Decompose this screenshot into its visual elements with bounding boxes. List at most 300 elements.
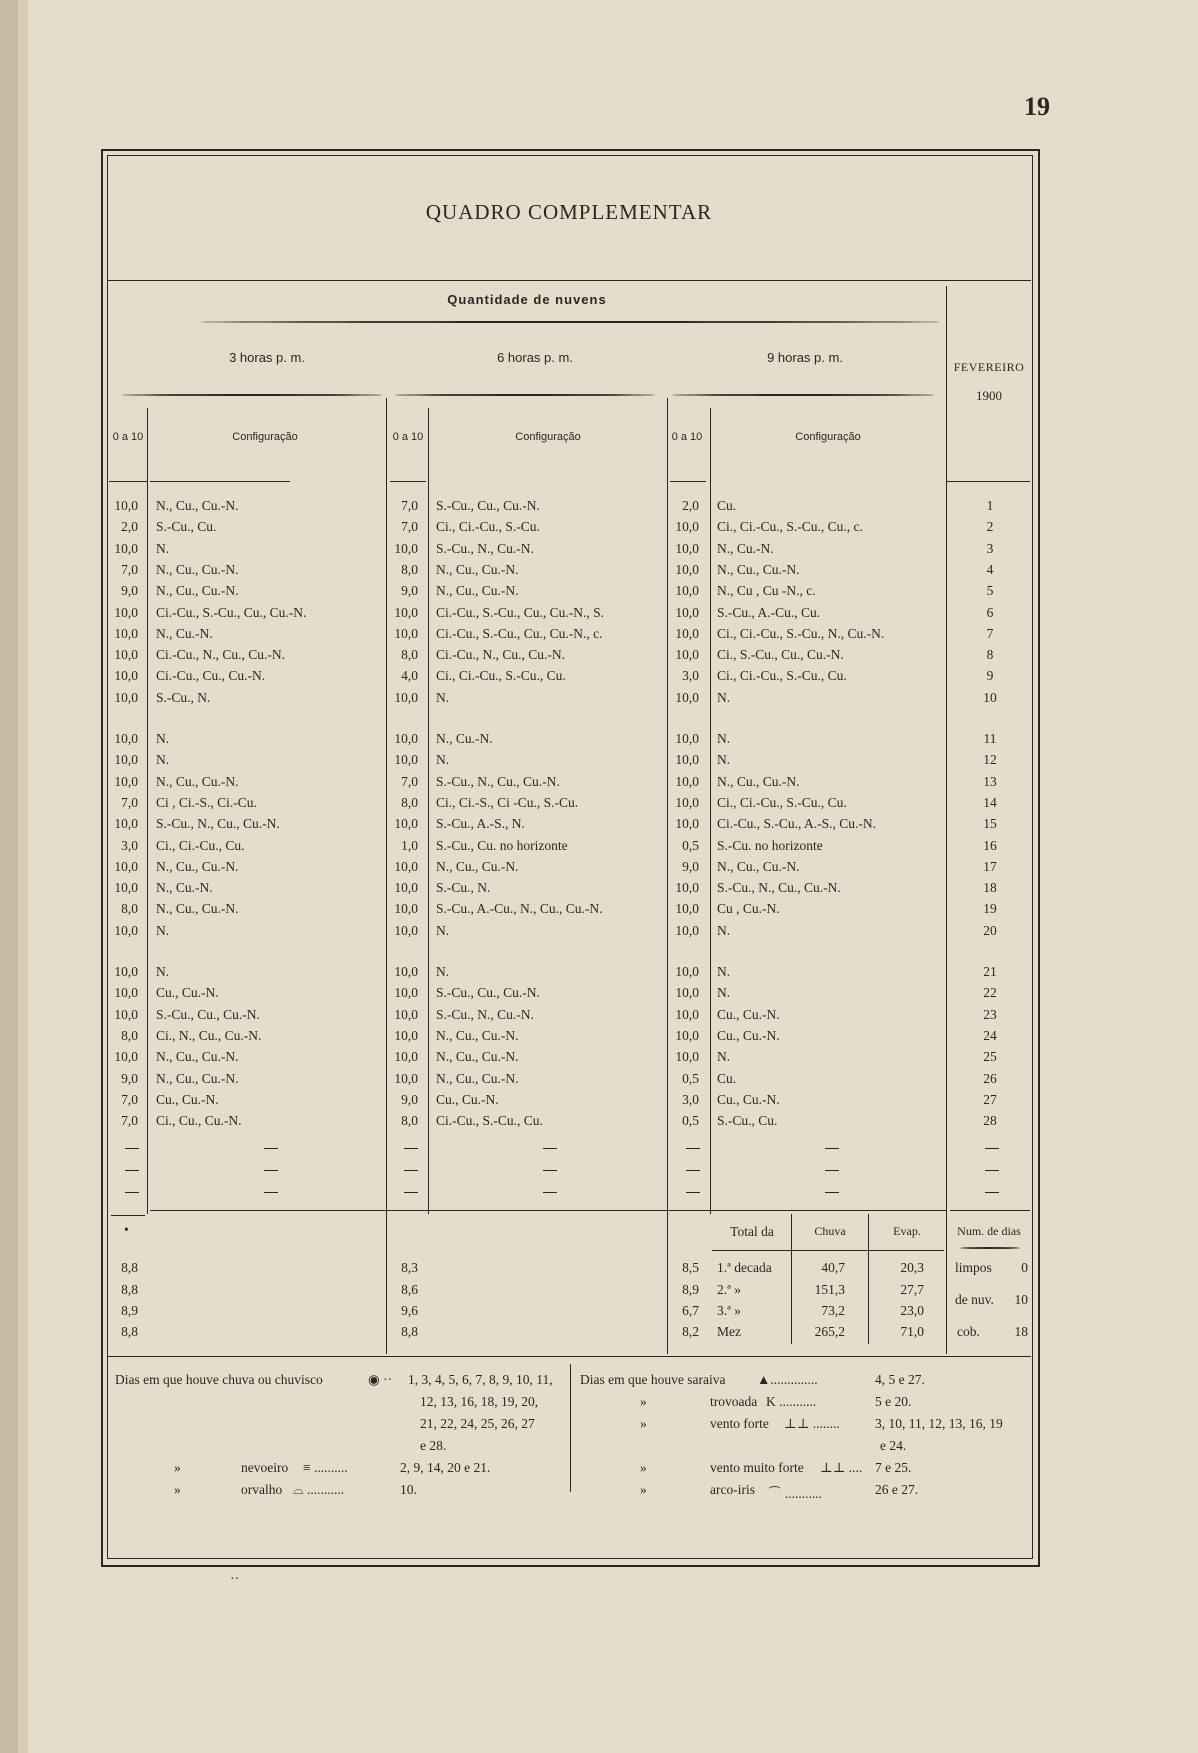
config-6pm: S.-Cu., A.-S., N. bbox=[436, 816, 525, 832]
config-6pm: N., Cu., Cu.-N. bbox=[436, 561, 519, 577]
table-row bbox=[0, 921, 1198, 941]
config-3pm: N. bbox=[156, 540, 170, 556]
config-6pm: S.-Cu., A.-Cu., N., Cu., Cu.-N. bbox=[436, 901, 603, 917]
header-rule bbox=[390, 481, 426, 482]
day-number: 7 bbox=[986, 625, 994, 641]
config-6pm: Ci.-Cu., S.-Cu., Cu., Cu.-N., S. bbox=[436, 604, 605, 620]
mean-3pm: 8,8 bbox=[121, 1282, 138, 1297]
config-9pm: N. bbox=[717, 964, 731, 979]
config-9pm: Ci., Ci.-Cu., S.-Cu., Cu., c. bbox=[717, 519, 863, 535]
cloud-amount-3pm: 10,0 bbox=[114, 625, 138, 641]
cloud-amount-9pm: 10,0 bbox=[675, 1006, 699, 1022]
config-6pm: S.-Cu., N. bbox=[436, 880, 491, 896]
mean-3pm: 8,8 bbox=[121, 1260, 138, 1275]
empty-dash bbox=[543, 1148, 557, 1149]
table-row bbox=[0, 899, 1198, 919]
cloud-amount-3pm: 10,0 bbox=[114, 964, 138, 979]
cloud-amount-6pm: 10,0 bbox=[394, 1006, 418, 1022]
section-swash bbox=[200, 321, 940, 323]
note-orvalho-days: 10. bbox=[400, 1482, 417, 1497]
totals-label: 3.ª » bbox=[717, 1303, 741, 1318]
cloud-amount-6pm: 8,0 bbox=[401, 794, 418, 810]
table-row bbox=[0, 983, 1198, 1003]
config-9pm: Ci., S.-Cu., Cu., Cu.-N. bbox=[717, 647, 844, 663]
cloud-amount-6pm: 9,0 bbox=[401, 583, 418, 599]
config-3pm: Cu., Cu.-N. bbox=[156, 985, 219, 1001]
config-3pm: N. bbox=[156, 731, 170, 746]
empty-dash bbox=[985, 1148, 999, 1149]
config-9pm: Ci.-Cu., S.-Cu., A.-S., Cu.-N. bbox=[717, 816, 877, 832]
config-9pm: N. bbox=[717, 1049, 731, 1065]
empty-dash bbox=[686, 1148, 700, 1149]
empty-dash bbox=[125, 1148, 139, 1149]
table-row bbox=[0, 793, 1198, 813]
cloud-amount-3pm: 7,0 bbox=[121, 1113, 138, 1129]
config-6pm: N., Cu.-N. bbox=[436, 731, 493, 746]
cloud-amount-6pm: 7,0 bbox=[401, 498, 418, 513]
cloud-amount-3pm: 8,0 bbox=[121, 901, 138, 917]
empty-dash bbox=[825, 1148, 839, 1149]
empty-dash bbox=[543, 1170, 557, 1171]
config-3pm: N., Cu., Cu.-N. bbox=[156, 773, 239, 789]
day-number: 16 bbox=[983, 837, 997, 853]
cloud-amount-6pm: 10,0 bbox=[394, 985, 418, 1001]
config-9pm: N., Cu., Cu.-N. bbox=[717, 773, 800, 789]
day-number: 14 bbox=[983, 794, 997, 810]
table-title: QUADRO COMPLEMENTAR bbox=[425, 200, 713, 224]
cloud-amount-9pm: 3,0 bbox=[682, 1091, 699, 1107]
cloud-amount-9pm: 10,0 bbox=[675, 519, 699, 535]
day-number: 5 bbox=[986, 583, 994, 599]
empty-dash bbox=[264, 1170, 278, 1171]
cloud-amount-9pm: 10,0 bbox=[675, 689, 699, 705]
day-number: 20 bbox=[983, 922, 997, 938]
stray-marks: ·· bbox=[230, 1572, 240, 1587]
config-3pm: S.-Cu., Cu., Cu.-N. bbox=[156, 1006, 260, 1022]
totals-evap: 20,3 bbox=[900, 1260, 924, 1275]
notes-divider bbox=[570, 1364, 571, 1492]
empty-dash bbox=[125, 1192, 139, 1193]
cloud-amount-3pm: 10,0 bbox=[114, 985, 138, 1001]
totals-col-line bbox=[868, 1214, 869, 1344]
config-3pm: N., Cu.-N. bbox=[156, 625, 213, 641]
cloud-amount-9pm: 9,0 bbox=[682, 858, 699, 874]
group-header-9pm: 9 horas p. m. bbox=[767, 350, 843, 365]
table-row bbox=[0, 772, 1198, 792]
config-6pm: N. bbox=[436, 689, 450, 705]
empty-dash bbox=[825, 1170, 839, 1171]
cloud-amount-6pm: 10,0 bbox=[394, 901, 418, 917]
col-scale-c: 0 a 10 bbox=[671, 431, 703, 443]
summary-rule bbox=[150, 1210, 946, 1211]
cloud-amount-6pm: 10,0 bbox=[394, 816, 418, 832]
fog-symbol-icon: ≡ .......... bbox=[303, 1460, 348, 1475]
totals-evap: 27,7 bbox=[900, 1282, 924, 1297]
cloud-amount-6pm: 10,0 bbox=[394, 540, 418, 556]
empty-dash bbox=[125, 1170, 139, 1171]
cloud-amount-9pm: 10,0 bbox=[675, 752, 699, 768]
cloud-amount-3pm: 10,0 bbox=[114, 773, 138, 789]
totals-header-rule bbox=[712, 1250, 944, 1251]
empty-dash bbox=[264, 1192, 278, 1193]
cloud-amount-9pm: 2,0 bbox=[682, 498, 699, 513]
cloud-amount-9pm: 10,0 bbox=[675, 773, 699, 789]
hail-symbol-icon: ▲.............. bbox=[757, 1372, 818, 1387]
note-arco-iris-days: 26 e 27. bbox=[875, 1482, 919, 1497]
config-6pm: N. bbox=[436, 964, 450, 979]
table-row bbox=[0, 560, 1198, 580]
note-vento-muito-forte-days: 7 e 25. bbox=[875, 1460, 912, 1475]
config-9pm: N. bbox=[717, 985, 731, 1001]
summary-rule bbox=[111, 1215, 145, 1216]
cloud-amount-6pm: 10,0 bbox=[394, 964, 418, 979]
config-6pm: Ci., Ci.-Cu., S.-Cu., Cu. bbox=[436, 668, 566, 684]
cloud-amount-6pm: 8,0 bbox=[401, 647, 418, 663]
totals-evap: 23,0 bbox=[900, 1303, 924, 1318]
table-row bbox=[0, 603, 1198, 623]
config-6pm: N. bbox=[436, 752, 450, 768]
note-trovoada-label: trovoada bbox=[710, 1394, 758, 1409]
config-6pm: S.-Cu., N., Cu.-N. bbox=[436, 540, 534, 556]
day-number: 9 bbox=[986, 668, 994, 684]
summary-rule bbox=[950, 1210, 1030, 1211]
config-9pm: N. bbox=[717, 922, 731, 938]
cloud-amount-9pm: 10,0 bbox=[675, 604, 699, 620]
config-9pm: N., Cu., Cu.-N. bbox=[717, 858, 800, 874]
totals-chuva: 40,7 bbox=[821, 1260, 845, 1275]
empty-dash bbox=[686, 1170, 700, 1171]
mean-3pm: 8,8 bbox=[121, 1324, 138, 1339]
config-9pm: S.-Cu., A.-Cu., Cu. bbox=[717, 604, 821, 620]
config-6pm: N. bbox=[436, 922, 450, 938]
totals-chuva: 265,2 bbox=[814, 1324, 845, 1339]
table-row bbox=[0, 1111, 1198, 1131]
day-number: 13 bbox=[983, 773, 997, 789]
cloud-amount-3pm: 7,0 bbox=[121, 561, 138, 577]
config-3pm: Cu., Cu.-N. bbox=[156, 1091, 219, 1107]
config-9pm: S.-Cu., Cu. bbox=[717, 1113, 778, 1129]
day-number: 17 bbox=[983, 858, 997, 874]
note-vento-forte-days-2: e 24. bbox=[880, 1438, 907, 1453]
cloud-amount-3pm: 3,0 bbox=[121, 837, 138, 853]
cloud-amount-9pm: 10,0 bbox=[675, 816, 699, 832]
note-chuva-days-3: 21, 22, 24, 25, 26, 27 bbox=[420, 1416, 535, 1431]
header-rule bbox=[109, 481, 147, 482]
config-6pm: Ci.-Cu., S.-Cu., Cu. bbox=[436, 1113, 543, 1129]
config-9pm: Cu. bbox=[717, 498, 737, 513]
table-row bbox=[0, 517, 1198, 537]
bullet-mark: • bbox=[124, 1222, 129, 1237]
config-9pm: Ci., Ci.-Cu., S.-Cu., N., Cu.-N. bbox=[717, 625, 885, 641]
table-row bbox=[0, 539, 1198, 559]
day-number: 12 bbox=[983, 752, 997, 768]
wind-symbol-icon: ⊥⊥ ........ bbox=[784, 1416, 840, 1431]
days-count-swash bbox=[960, 1247, 1020, 1249]
table-row bbox=[0, 857, 1198, 877]
config-6pm: N., Cu., Cu.-N. bbox=[436, 583, 519, 599]
cloud-amount-3pm: 10,0 bbox=[114, 752, 138, 768]
config-6pm: Cu., Cu.-N. bbox=[436, 1091, 499, 1107]
day-number: 28 bbox=[983, 1113, 997, 1129]
cloud-amount-9pm: 10,0 bbox=[675, 1049, 699, 1065]
days-limpos-value: 0 bbox=[1021, 1260, 1028, 1275]
cloud-amount-3pm: 10,0 bbox=[114, 1006, 138, 1022]
table-row bbox=[0, 836, 1198, 856]
totals-evap: 71,0 bbox=[900, 1324, 924, 1339]
config-6pm: S.-Cu., Cu. no horizonte bbox=[436, 837, 568, 853]
config-3pm: N., Cu., Cu.-N. bbox=[156, 1070, 239, 1086]
config-6pm: S.-Cu., Cu., Cu.-N. bbox=[436, 985, 540, 1001]
empty-dash bbox=[404, 1192, 418, 1193]
cloud-amount-6pm: 7,0 bbox=[401, 773, 418, 789]
table-row bbox=[0, 729, 1198, 749]
note-vento-muito-forte-label: vento muito forte bbox=[710, 1460, 804, 1475]
cloud-amount-6pm: 10,0 bbox=[394, 922, 418, 938]
day-number: 15 bbox=[983, 816, 997, 832]
config-9pm: N. bbox=[717, 752, 731, 768]
table-row bbox=[0, 878, 1198, 898]
config-6pm: N., Cu., Cu.-N. bbox=[436, 1049, 519, 1065]
day-number: 19 bbox=[983, 901, 997, 917]
config-6pm: Ci., Ci.-Cu., S.-Cu. bbox=[436, 519, 540, 535]
config-6pm: Ci.-Cu., S.-Cu., Cu., Cu.-N., c. bbox=[436, 625, 603, 641]
config-9pm: Cu , Cu.-N. bbox=[717, 901, 780, 917]
day-number: 25 bbox=[983, 1049, 997, 1065]
cloud-amount-3pm: 10,0 bbox=[114, 731, 138, 746]
cloud-amount-3pm: 10,0 bbox=[114, 604, 138, 620]
cloud-amount-9pm: 10,0 bbox=[675, 583, 699, 599]
totals-label: Mez bbox=[717, 1324, 741, 1339]
cloud-amount-9pm: 0,5 bbox=[682, 1070, 699, 1086]
day-number: 10 bbox=[983, 689, 997, 705]
day-number: 21 bbox=[983, 964, 997, 979]
cloud-amount-3pm: 7,0 bbox=[121, 794, 138, 810]
config-9pm: N., Cu , Cu -N., c. bbox=[717, 583, 816, 599]
col-scale-b: 0 a 10 bbox=[392, 431, 424, 443]
totals-header-total: Total da bbox=[730, 1224, 774, 1239]
cloud-amount-3pm: 7,0 bbox=[121, 1091, 138, 1107]
days-nuv-label: de nuv. bbox=[955, 1292, 994, 1307]
config-9pm: S.-Cu., N., Cu., Cu.-N. bbox=[717, 880, 841, 896]
config-9pm: N., Cu., Cu.-N. bbox=[717, 561, 800, 577]
note-saraiva-days: 4, 5 e 27. bbox=[875, 1372, 925, 1387]
config-6pm: S.-Cu., N., Cu.-N. bbox=[436, 1006, 534, 1022]
mean-9pm: 8,9 bbox=[682, 1282, 699, 1297]
cloud-amount-6pm: 10,0 bbox=[394, 1049, 418, 1065]
mean-9pm: 8,5 bbox=[682, 1260, 699, 1275]
config-3pm: Ci., Cu., Cu.-N. bbox=[156, 1113, 242, 1129]
config-3pm: N., Cu.-N. bbox=[156, 880, 213, 896]
totals-header-evap: Evap. bbox=[893, 1224, 921, 1238]
config-3pm: N., Cu., Cu.-N. bbox=[156, 561, 239, 577]
header-rule bbox=[946, 481, 1030, 482]
cloud-amount-9pm: 10,0 bbox=[675, 731, 699, 746]
config-9pm: Ci., Ci.-Cu., S.-Cu., Cu. bbox=[717, 668, 847, 684]
config-9pm: Cu., Cu.-N. bbox=[717, 1091, 780, 1107]
empty-dash bbox=[686, 1192, 700, 1193]
cloud-amount-3pm: 10,0 bbox=[114, 816, 138, 832]
group-swash-3 bbox=[672, 394, 934, 396]
cloud-amount-6pm: 10,0 bbox=[394, 1070, 418, 1086]
table-row bbox=[0, 688, 1198, 708]
days-nuv-value: 10 bbox=[1014, 1292, 1028, 1307]
table-row bbox=[0, 1069, 1198, 1089]
cloud-amount-6pm: 9,0 bbox=[401, 1091, 418, 1107]
title-rule bbox=[107, 280, 1031, 281]
config-6pm: N., Cu., Cu.-N. bbox=[436, 1027, 519, 1043]
cloud-amount-9pm: 10,0 bbox=[675, 794, 699, 810]
empty-dash bbox=[264, 1148, 278, 1149]
cloud-amount-9pm: 10,0 bbox=[675, 964, 699, 979]
empty-dash bbox=[404, 1148, 418, 1149]
days-count-header: Num. de dias bbox=[957, 1224, 1021, 1238]
config-6pm: S.-Cu., N., Cu., Cu.-N. bbox=[436, 773, 560, 789]
config-3pm: Ci., Ci.-Cu., Cu. bbox=[156, 837, 245, 853]
page-number: 19 bbox=[1024, 92, 1050, 121]
table-row bbox=[0, 624, 1198, 644]
config-6pm: Ci.-Cu., N., Cu., Cu.-N. bbox=[436, 647, 566, 663]
mean-9pm: 6,7 bbox=[682, 1303, 699, 1318]
config-3pm: N., Cu., Cu.-N. bbox=[156, 498, 239, 513]
cloud-amount-3pm: 9,0 bbox=[121, 1070, 138, 1086]
config-9pm: Ci., Ci.-Cu., S.-Cu., Cu. bbox=[717, 794, 847, 810]
cloud-amount-6pm: 10,0 bbox=[394, 752, 418, 768]
note-chuva-days-1: 1, 3, 4, 5, 6, 7, 8, 9, 10, 11, bbox=[408, 1372, 553, 1387]
col-config-a: Configuração bbox=[232, 431, 298, 443]
table-row bbox=[0, 645, 1198, 665]
col-scale-a: 0 a 10 bbox=[112, 431, 144, 443]
cloud-amount-6pm: 7,0 bbox=[401, 519, 418, 535]
config-3pm: S.-Cu., N. bbox=[156, 689, 211, 705]
day-number: 3 bbox=[986, 540, 994, 556]
cloud-amount-6pm: 10,0 bbox=[394, 689, 418, 705]
totals-chuva: 73,2 bbox=[821, 1303, 845, 1318]
cloud-amount-9pm: 10,0 bbox=[675, 647, 699, 663]
cloud-amount-6pm: 10,0 bbox=[394, 604, 418, 620]
cloud-amount-9pm: 0,5 bbox=[682, 1113, 699, 1129]
config-3pm: N. bbox=[156, 752, 170, 768]
config-6pm: N., Cu., Cu.-N. bbox=[436, 858, 519, 874]
col-config-c: Configuração bbox=[795, 431, 861, 443]
mean-6pm: 8,8 bbox=[401, 1324, 418, 1339]
note-trovoada-days: 5 e 20. bbox=[875, 1394, 912, 1409]
strong-wind-symbol-icon: ⊥⊥ .... bbox=[820, 1460, 863, 1475]
cloud-amount-6pm: 10,0 bbox=[394, 731, 418, 746]
section-header: Quantidade de nuvens bbox=[447, 292, 607, 307]
day-number: 1 bbox=[986, 498, 994, 513]
cloud-amount-9pm: 10,0 bbox=[675, 901, 699, 917]
table-row bbox=[0, 814, 1198, 834]
header-rule bbox=[670, 481, 706, 482]
rainbow-symbol-icon: ⌒ ........... bbox=[768, 1486, 822, 1501]
note-vento-forte-label: vento forte bbox=[710, 1416, 769, 1431]
rain-symbol-icon: ◉ ·· bbox=[368, 1372, 393, 1387]
config-9pm: S.-Cu. no horizonte bbox=[717, 837, 823, 853]
dew-symbol-icon: ⌓ ........... bbox=[293, 1482, 345, 1497]
col-config-b: Configuração bbox=[515, 431, 581, 443]
day-number: 6 bbox=[986, 604, 994, 620]
cloud-amount-3pm: 8,0 bbox=[121, 1027, 138, 1043]
note-chuva-label: Dias em que houve chuva ou chuvisco bbox=[115, 1372, 323, 1387]
note-arco-iris-label: arco-iris bbox=[710, 1482, 755, 1497]
config-3pm: N., Cu., Cu.-N. bbox=[156, 901, 239, 917]
group-swash-2 bbox=[395, 394, 655, 396]
config-9pm: N. bbox=[717, 731, 731, 746]
empty-dash bbox=[825, 1192, 839, 1193]
config-3pm: Ci., N., Cu., Cu.-N. bbox=[156, 1027, 262, 1043]
day-number: 11 bbox=[983, 731, 997, 746]
empty-dash bbox=[404, 1170, 418, 1171]
totals-label: 1.ª decada bbox=[717, 1260, 772, 1275]
day-number: 8 bbox=[986, 647, 994, 663]
config-3pm: Ci , Ci.-S., Ci.-Cu. bbox=[156, 794, 257, 810]
mean-6pm: 8,3 bbox=[401, 1260, 418, 1275]
cloud-amount-9pm: 10,0 bbox=[675, 985, 699, 1001]
mean-6pm: 9,6 bbox=[401, 1303, 418, 1318]
config-6pm: Ci., Ci.-S., Ci -Cu., S.-Cu. bbox=[436, 794, 579, 810]
note-chuva-days-2: 12, 13, 16, 18, 19, 20, bbox=[420, 1394, 539, 1409]
config-3pm: Ci.-Cu., N., Cu., Cu.-N. bbox=[156, 647, 286, 663]
group-swash-1 bbox=[122, 394, 382, 396]
cloud-amount-6pm: 8,0 bbox=[401, 561, 418, 577]
table-row bbox=[0, 1026, 1198, 1046]
config-3pm: N. bbox=[156, 922, 170, 938]
cloud-amount-6pm: 10,0 bbox=[394, 858, 418, 874]
config-6pm: S.-Cu., Cu., Cu.-N. bbox=[436, 498, 540, 513]
day-number: 27 bbox=[983, 1091, 997, 1107]
cloud-amount-3pm: 9,0 bbox=[121, 583, 138, 599]
config-3pm: Ci.-Cu., S.-Cu., Cu., Cu.-N. bbox=[156, 604, 307, 620]
config-9pm: Cu., Cu.-N. bbox=[717, 1006, 780, 1022]
cloud-amount-6pm: 10,0 bbox=[394, 880, 418, 896]
note-ditto: » bbox=[174, 1460, 181, 1475]
totals-label: 2.ª » bbox=[717, 1282, 741, 1297]
totals-header-chuva: Chuva bbox=[814, 1224, 846, 1238]
config-9pm: Cu., Cu.-N. bbox=[717, 1027, 780, 1043]
cloud-amount-3pm: 10,0 bbox=[114, 647, 138, 663]
config-3pm: N., Cu., Cu.-N. bbox=[156, 583, 239, 599]
table-row bbox=[0, 1047, 1198, 1067]
note-nevoeiro-label: nevoeiro bbox=[241, 1460, 289, 1475]
day-number: 26 bbox=[983, 1070, 997, 1086]
cloud-amount-3pm: 10,0 bbox=[114, 1049, 138, 1065]
cloud-amount-3pm: 10,0 bbox=[114, 498, 138, 513]
day-number: 23 bbox=[983, 1006, 997, 1022]
cloud-amount-3pm: 10,0 bbox=[114, 668, 138, 684]
note-vento-forte-days: 3, 10, 11, 12, 13, 16, 19 bbox=[875, 1416, 1003, 1431]
empty-dash bbox=[985, 1192, 999, 1193]
day-number: 4 bbox=[986, 561, 994, 577]
cloud-amount-3pm: 2,0 bbox=[121, 519, 138, 535]
config-9pm: N., Cu.-N. bbox=[717, 540, 774, 556]
note-ditto: » bbox=[640, 1482, 647, 1497]
notes-rule bbox=[107, 1356, 1031, 1357]
days-limpos-label: limpos bbox=[955, 1260, 992, 1275]
config-3pm: Ci.-Cu., Cu., Cu.-N. bbox=[156, 668, 266, 684]
note-nevoeiro-days: 2, 9, 14, 20 e 21. bbox=[400, 1460, 491, 1475]
cloud-amount-9pm: 10,0 bbox=[675, 1027, 699, 1043]
mean-6pm: 8,6 bbox=[401, 1282, 418, 1297]
cloud-amount-3pm: 10,0 bbox=[114, 858, 138, 874]
header-rule bbox=[150, 481, 290, 482]
cloud-amount-9pm: 10,0 bbox=[675, 922, 699, 938]
totals-chuva: 151,3 bbox=[814, 1282, 845, 1297]
empty-dash bbox=[985, 1170, 999, 1171]
config-3pm: S.-Cu., Cu. bbox=[156, 519, 217, 535]
table-row bbox=[0, 1005, 1198, 1025]
cloud-amount-9pm: 10,0 bbox=[675, 540, 699, 556]
cloud-amount-6pm: 10,0 bbox=[394, 1027, 418, 1043]
